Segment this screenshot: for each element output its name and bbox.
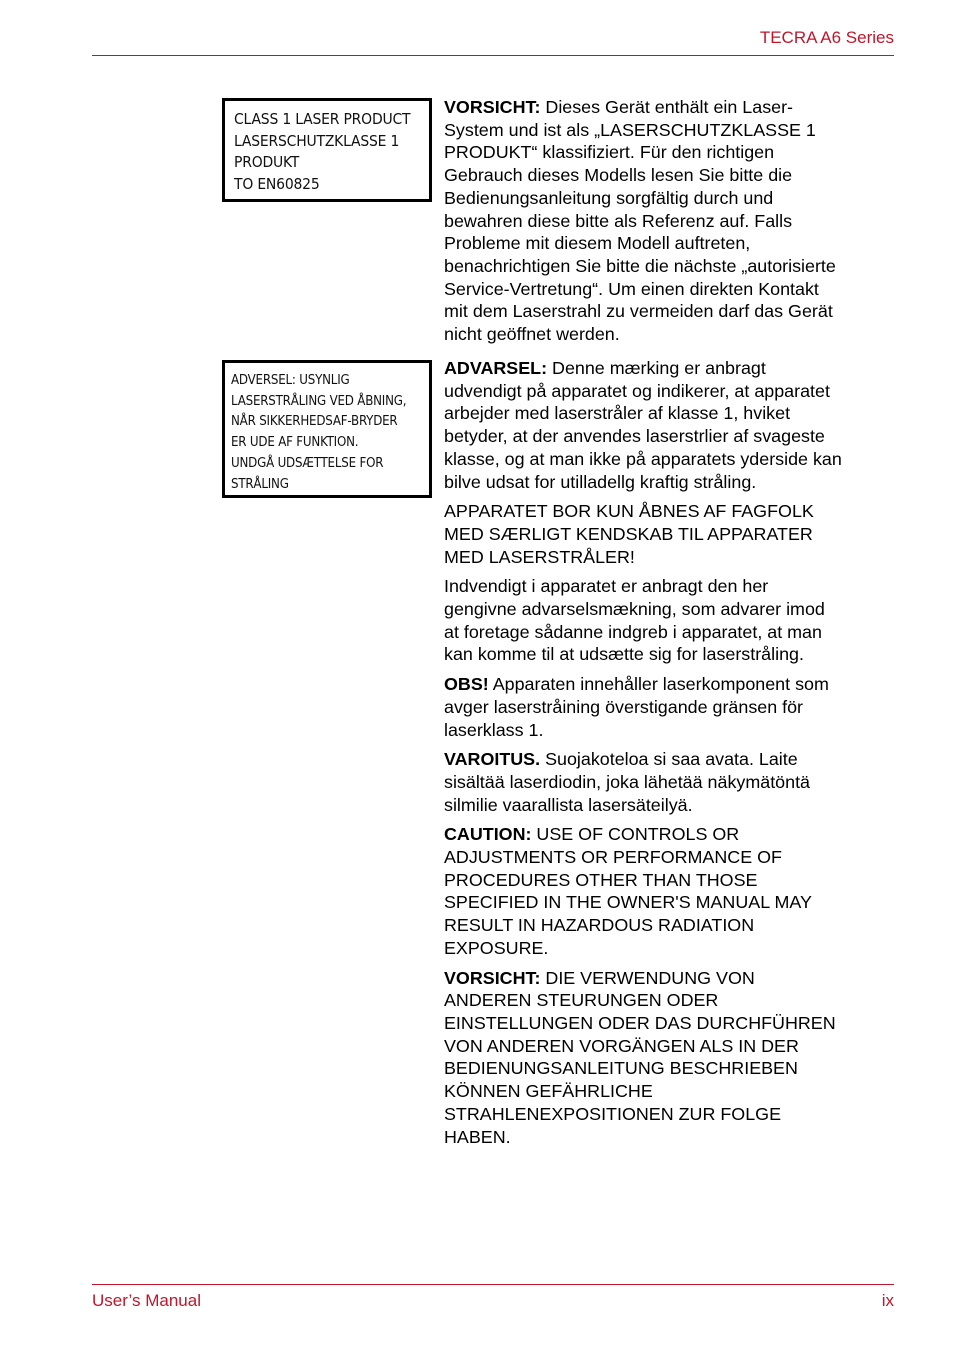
- text-line: DIE VERWENDUNG VON: [540, 967, 755, 988]
- text-line: betyder, at der anvendes laserstrlier af svageste: [444, 426, 825, 447]
- text-line: udvendigt på apparatet og indikerer, at apparatet: [444, 380, 830, 401]
- text-line: Service-Vertretung“. Um einen direkten Kontakt: [444, 278, 819, 299]
- paragraph-obs: [444, 673, 896, 741]
- lead-label: CAUTION:: [444, 824, 532, 845]
- text-line: Indvendigt i apparatet er anbragt den her: [444, 576, 769, 597]
- text-line: Dieses Gerät enthält ein Laser-: [540, 97, 794, 117]
- text-line: SPECIFIED IN THE OWNER'S MANUAL MAY: [444, 892, 812, 913]
- label-line: CLASS 1 LASER PRODUCT: [234, 110, 411, 128]
- label-line: UNDGÅ UDSÆTTELSE FOR: [231, 455, 384, 471]
- warnings-section: [444, 357, 896, 1155]
- text-line: KÖNNEN GEFÄHRLICHE: [444, 1081, 653, 1102]
- text-line: at foretage sådanne indgreb i apparatet, at man: [444, 621, 822, 642]
- text-line: gengivne advarselsmækning, som advarer imod: [444, 599, 825, 620]
- paragraph-vorsicht-intro: [444, 96, 896, 346]
- label-line: PRODUKT: [234, 153, 300, 171]
- text-line: ANDEREN STEURUNGEN ODER: [444, 990, 719, 1011]
- text-line: benachrichtigen Sie bitte die nächste „autorisierte: [444, 255, 836, 276]
- text-line: Probleme mit diesem Modell auftreten,: [444, 233, 751, 254]
- label-line: NÅR SIKKERHEDSAF-BRYDER: [231, 414, 398, 430]
- text-line: PROCEDURES OTHER THAN THOSE: [444, 869, 758, 890]
- text-line: VON ANDEREN VORGÄNGEN ALS IN DER: [444, 1035, 799, 1056]
- text-line: Bedienungsanleitung sorgfältig durch und: [444, 187, 774, 208]
- paragraph-caution: [444, 823, 896, 959]
- lead-label: VAROITUS.: [444, 749, 541, 770]
- lead-label: VORSICHT:: [444, 97, 541, 117]
- text-line: EINSTELLUNGEN ODER DAS DURCHFÜHREN: [444, 1012, 836, 1033]
- label-line: LASERSTRÅLING VED ÅBNING,: [231, 393, 407, 409]
- paragraph-indvendigt: [444, 575, 896, 666]
- text-line: kan komme til at udsætte sig for laserstråling.: [444, 644, 804, 665]
- label-line: ADVERSEL: USYNLIG: [231, 373, 350, 388]
- text-line: EXPOSURE.: [444, 937, 549, 958]
- text-line: HABEN.: [444, 1126, 511, 1147]
- footer-manual-title: User’s Manual: [92, 1291, 201, 1310]
- text-line: BEDIENUNGSANLEITUNG BESCHRIEBEN: [444, 1058, 798, 1079]
- text-line: klasse, og at man ikke på apparatets yderside kan: [444, 448, 842, 469]
- text-line: Denne mærking er anbragt: [547, 358, 766, 378]
- text-line: laserklass 1.: [444, 719, 544, 740]
- text-line: silmilie vaarallista lasersäteilyä.: [444, 794, 693, 815]
- lead-label: VORSICHT:: [444, 967, 541, 988]
- label-line: ER UDE AF FUNKTION.: [231, 435, 359, 451]
- text-line: bilve udsat for utilladellg kraftig stråling.: [444, 471, 757, 492]
- text-line: ADJUSTMENTS OR PERFORMANCE OF: [444, 847, 782, 868]
- text-line: bewahren diese bitte als Referenz auf. Falls: [444, 210, 793, 231]
- lead-label: OBS!: [444, 674, 489, 695]
- label-line: LASERSCHUTZKLASSE 1: [234, 131, 400, 150]
- text-line: STRAHLENEXPOSITIONEN ZUR FOLGE: [444, 1103, 781, 1124]
- text-line: PRODUKT“ klassifiziert. Für den richtigen: [444, 142, 775, 163]
- text-line: MED SÆRLIGT KENDSKAB TIL APPARATER: [444, 523, 813, 544]
- text-line: Suojakoteloa si saa avata. Laite: [540, 749, 798, 770]
- label-line: STRÅLING: [231, 476, 289, 492]
- text-line: sisältää laserdiodin, joka lähetää näkymätöntä: [444, 771, 810, 792]
- page-number: ix: [881, 1291, 894, 1310]
- footer-divider: [92, 1284, 894, 1285]
- text-line: arbejder med laserstråler af klasse 1, hviket: [444, 403, 791, 424]
- vorsicht-section: [444, 96, 896, 353]
- text-line: Gebrauch dieses Modells lesen Sie bitte die: [444, 165, 793, 186]
- lead-label: ADVARSEL:: [444, 358, 548, 378]
- class1-laser-label: [222, 98, 432, 202]
- text-line: USE OF CONTROLS OR: [531, 824, 740, 845]
- text-line: Apparaten innehåller laserkomponent som: [488, 674, 829, 695]
- text-line: APPARATET BOR KUN ÅBNES AF FAGFOLK: [444, 501, 814, 522]
- text-line: mit dem Laserstrahl zu vermeiden darf das Gerät: [444, 301, 833, 322]
- paragraph-vorsicht-caps: [444, 967, 896, 1149]
- text-line: RESULT IN HAZARDOUS RADIATION: [444, 915, 755, 936]
- advarsel-laser-label: [222, 360, 432, 498]
- header-title: TECRA A6 Series: [759, 28, 894, 47]
- text-line: MED LASERSTRÅLER!: [444, 546, 635, 567]
- header-divider: [92, 55, 894, 56]
- paragraph-varoitus: [444, 748, 896, 816]
- text-line: nicht geöffnet werden.: [444, 324, 620, 345]
- text-line: System und ist als „LASERSCHUTZKLASSE 1: [444, 119, 816, 140]
- paragraph-advarsel: [444, 357, 896, 493]
- paragraph-apparatet: [444, 500, 896, 568]
- label-line: TO EN60825: [234, 174, 320, 193]
- text-line: avger laserstråining överstigande gränsen för: [444, 696, 804, 717]
